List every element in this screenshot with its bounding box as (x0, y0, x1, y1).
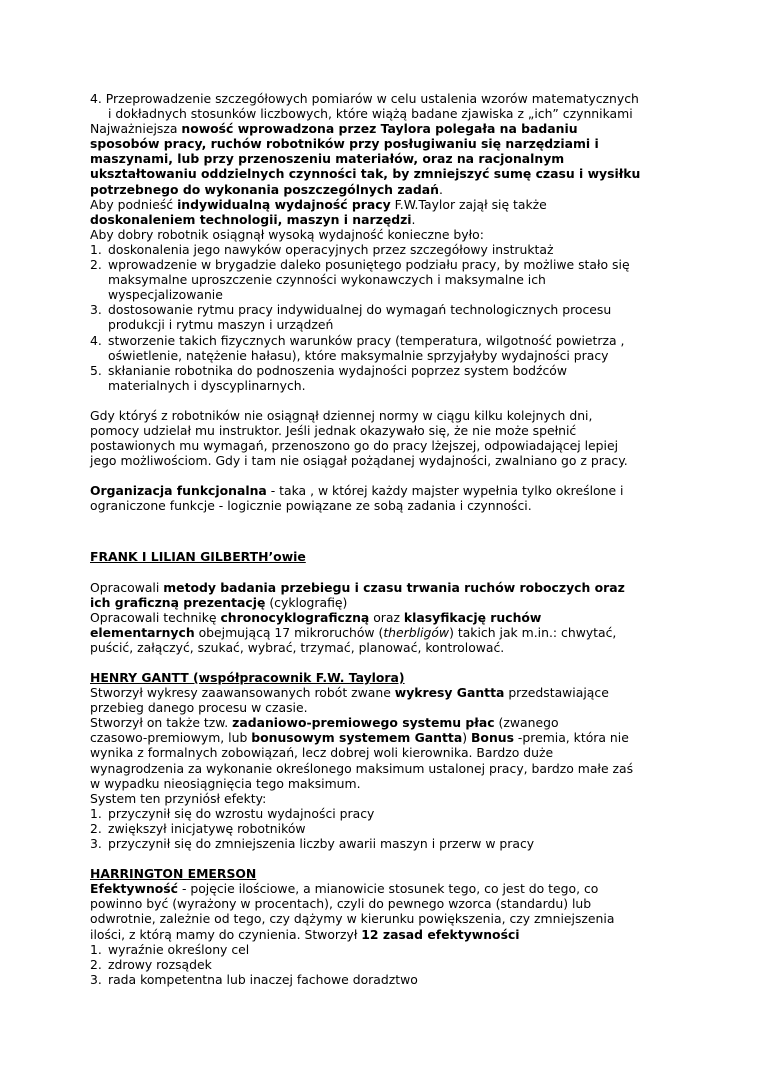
norm-paragraph-line: Gdy któryś z robotników nie osiągnął dziennej normy w ciągu kilku kolejnych dni, (90, 407, 593, 423)
list-number: 1. (90, 805, 102, 821)
list-item (90, 363, 670, 393)
list-item-text: przyczynił się do zmniejszenia liczby awarii maszyn i przerw w pracy (108, 836, 535, 852)
gantt-line: w wypadku nieosiągnięcia tego maksimum. (90, 775, 361, 791)
productivity-paragraph-line: doskonaleniem technologii, maszyn i narzędzi. (90, 211, 416, 227)
gantt-line: System ten przyniósł efekty: (90, 790, 267, 806)
list-item-text: wyraźnie określony cel (108, 941, 250, 957)
gilberth-line: puścić, załączyć, szukać, wybrać, trzymać, planować, kontrolować. (90, 639, 505, 655)
effects-list (90, 806, 670, 851)
taylor-paragraph-line: sposobów pracy, ruchów robotników przy posługiwaniu się narzędziami i (90, 136, 599, 152)
list-item-line: doskonalenia jego nawyków operacyjnych przez szczegółowy instruktaż (108, 241, 554, 257)
list-item (90, 302, 670, 332)
emerson-line: Efektywność - pojęcie ilościowe, a mianowicie stosunek tego, co jest do tego, co (90, 881, 599, 897)
list-item (90, 821, 670, 836)
list-number: 4. (90, 332, 102, 348)
list-number: 3. (90, 302, 102, 318)
list-item-4-line-1: 4. Przeprowadzenie szczegółowych pomiarów w celu ustalenia wzorów matematycznych (90, 91, 639, 106)
list-item-line: skłanianie robotnika do podnoszenia wydajności poprzez system bodźców (108, 362, 568, 378)
list-item-text: zdrowy rozsądek (108, 956, 212, 972)
gilberth-line: elementarnych obejmującą 17 mikroruchów (therbligów) takich jak m.in.: chwytać, (90, 624, 617, 640)
norm-paragraph-line: jego możliwościom. Gdy i tam nie osiągał pożądanej wydajności, zwalniano go z pracy. (90, 453, 628, 469)
document-page (90, 91, 670, 987)
list-item-line: stworzenie takich fizycznych warunków pracy (temperatura, wilgotność powietrza , (108, 332, 625, 348)
list-item-line: dostosowanie rytmu pracy indywidualnej do wymagań technologicznych procesu (108, 302, 612, 318)
gantt-line: Stworzył wykresy zaawansowanych robót zwane wykresy Gantta przedstawiające (90, 685, 609, 701)
emerson-line: ilości, z którą mamy do czynienia. Stworzył 12 zasad efektywności (90, 926, 520, 942)
list-item-text: zwiększył inicjatywę robotników (108, 820, 306, 836)
list-number: 3. (90, 971, 102, 987)
list-number: 1. (90, 941, 102, 957)
requirements-intro: Aby dobry robotnik osiągnął wysoką wydajność konieczne było: (90, 226, 484, 242)
list-item-line: produkcji i rytmu maszyn i urządzeń (108, 317, 334, 333)
norm-paragraph-line: postawionych mu wymagań, przenoszono go do pracy lżejszej, odpowiadającej lepiej (90, 438, 619, 454)
list-number: 2. (90, 956, 102, 972)
requirements-list (90, 242, 670, 393)
emerson-heading: HARRINGTON EMERSON (90, 866, 257, 882)
list-item-line: maksymalne uproszczenie czynności wykonawczych i maksymalne ich (108, 272, 546, 288)
list-number: 5. (90, 362, 102, 378)
taylor-paragraph-line: Najważniejsza nowość wprowadzona przez Taylora polegała na badaniu (90, 121, 578, 137)
gantt-line: przebieg danego procesu w czasie. (90, 700, 308, 716)
productivity-paragraph-line: Aby podnieść indywidualną wydajność pracy F.W.Taylor zajął się także (90, 196, 547, 212)
list-item (90, 333, 670, 363)
gantt-line: Stworzył on także tzw. zadaniowo-premiowego systemu płac (zwanego (90, 715, 559, 731)
list-number: 2. (90, 820, 102, 836)
gantt-line: czasowo-premiowym, lub bonusowym systemem Gantta) Bonus -premia, która nie (90, 730, 629, 746)
gantt-line: wynika z formalnych zobowiązań, lecz dobrej woli kierownika. Bardzo duże (90, 745, 554, 761)
gantt-line: wynagrodzenia za wykonanie określonego maksimum ustalonej pracy, bardzo małe zaś (90, 760, 634, 776)
gilberth-line: ich graficzną prezentację (cyklografię) (90, 594, 348, 610)
list-item (90, 257, 670, 302)
list-number: 3. (90, 836, 102, 852)
taylor-paragraph-line: potrzebnego do wykonania poszczególnych zadań. (90, 181, 443, 197)
list-item (90, 957, 670, 972)
gantt-heading: HENRY GANTT (współpracownik F.W. Taylora) (90, 670, 405, 685)
list-item (90, 942, 670, 957)
list-item-line: materialnych i dyscyplinarnych. (108, 377, 306, 393)
list-item (90, 806, 670, 821)
principles-list (90, 942, 670, 987)
list-item (90, 972, 670, 987)
norm-paragraph (90, 408, 670, 468)
list-item (90, 242, 670, 257)
list-item (90, 836, 670, 851)
gilberth-line: Opracowali technikę chronocyklograficzną oraz klasyfikację ruchów (90, 609, 542, 625)
list-item-4-line-2: i dokładnych stosunków liczbowych, które wiążą badane zjawiska z „ich” czynnikami (108, 106, 633, 122)
emerson-line: powinno być (wyrażony w procentach), czyli do pewnego wzorca (standardu) lub (90, 896, 592, 912)
list-item-text: przyczynił się do wzrostu wydajności pracy (108, 805, 375, 821)
functional-organization-line: Organizacja funkcjonalna - taka , w której każdy majster wypełnia tylko określone i (90, 483, 624, 499)
list-number: 1. (90, 241, 102, 257)
functional-organization-line: ograniczone funkcje - logicznie powiązane ze sobą zadania i czynności. (90, 498, 532, 514)
list-item-line: wyspecjalizowanie (108, 287, 223, 303)
taylor-paragraph-line: ukształtowaniu oddzielnych czynności tak, by zmniejszyć sumę czasu i wysiłku (90, 166, 641, 182)
list-number: 2. (90, 257, 102, 273)
emerson-line: odwrotnie, zależnie od tego, czy dążymy w kierunku powiększenia, czy zmniejszenia (90, 911, 615, 927)
list-item-line: oświetlenie, natężenie hałasu), które maksymalnie sprzyjałyby wydajności pracy (108, 347, 609, 363)
list-item-line: wprowadzenie w brygadzie daleko posuniętego podziału pracy, by możliwe stało się (108, 257, 630, 273)
gilberth-line: Opracowali metody badania przebiegu i czasu trwania ruchów roboczych oraz (90, 579, 625, 595)
norm-paragraph-line: pomocy udzielał mu instruktor. Jeśli jednak okazywało się, że nie może spełnić (90, 422, 577, 438)
gilberth-heading: FRANK I LILIAN GILBERTH’owie (90, 549, 306, 565)
taylor-paragraph-line: maszynami, lub przy przenoszeniu materiałów, oraz na racjonalnym (90, 151, 565, 167)
list-item-text: rada kompetentna lub inaczej fachowe doradztwo (108, 971, 418, 987)
